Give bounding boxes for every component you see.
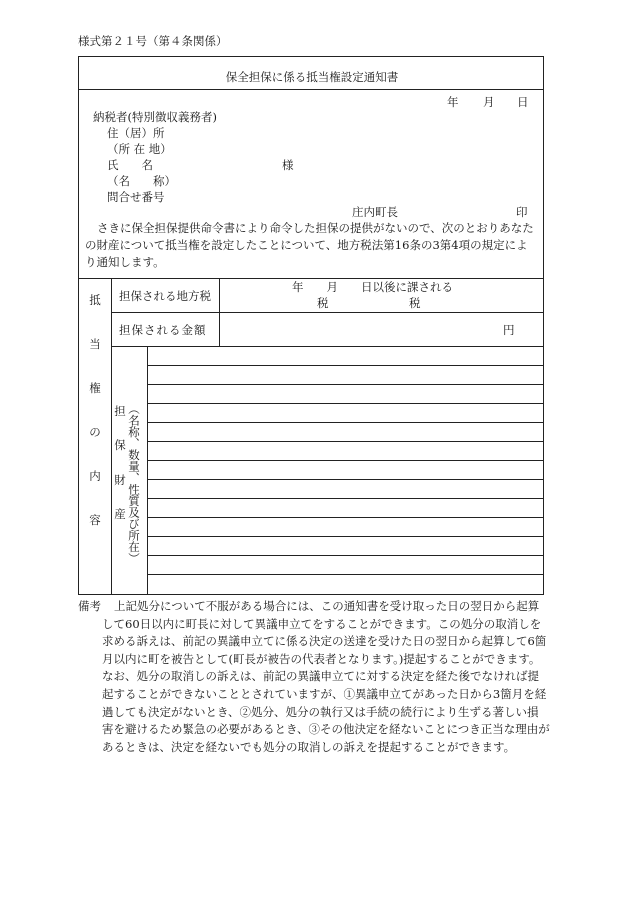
property-line	[147, 422, 543, 423]
property-label-char-3: 財	[114, 473, 126, 487]
taxpayer-label: 納税者(特別徴収義務者)	[93, 110, 217, 124]
document-title: 保全担保に係る抵当権設定通知書	[225, 70, 399, 84]
amount-unit: 円	[503, 323, 515, 337]
tax-label: 担保される地方税	[119, 289, 211, 303]
property-line	[147, 384, 543, 385]
property-sublabel: （名称、数量、性質及び所在）	[127, 403, 141, 564]
side-heading-divider	[111, 278, 112, 594]
property-label-char-2: 保	[114, 438, 126, 452]
side-heading-char-2: 当	[89, 337, 101, 351]
tax-type-text: 税 税	[317, 296, 421, 310]
date-month: 月	[483, 95, 495, 109]
property-line	[147, 574, 543, 575]
honorific: 様	[282, 158, 294, 172]
tax-period-text: 年 月 日以後に課される	[292, 280, 453, 294]
property-line	[147, 479, 543, 480]
side-heading-char-1: 抵	[89, 293, 101, 307]
form-number-label: 様式第２１号（第４条関係）	[78, 34, 228, 48]
location-label: （所 在 地）	[107, 142, 172, 156]
address-label: 住（居）所	[107, 126, 165, 140]
name-alt-label: （名 称）	[107, 174, 176, 188]
property-line	[147, 517, 543, 518]
property-label-char-1: 担	[114, 404, 126, 418]
notice-body-text: さきに保全担保提供命令書により命令した担保の提供がないので、次のとおりあなたの財産について抵当権を設定したことについて、地方税法第16条の3第4項の規定により通知します。	[85, 221, 534, 269]
property-label-char-4: 産	[114, 507, 126, 521]
seal-mark: 印	[516, 205, 528, 219]
row-divider-1	[111, 312, 543, 313]
property-line	[147, 536, 543, 537]
notice-form	[78, 56, 544, 595]
property-line	[147, 498, 543, 499]
contact-number-label: 問合せ番号	[107, 190, 165, 204]
side-heading-char-5: 内	[89, 469, 101, 483]
property-line	[147, 441, 543, 442]
side-heading-char-3: 権	[89, 381, 101, 395]
date-day: 日	[517, 95, 529, 109]
name-label: 氏 名	[107, 158, 153, 172]
date-year: 年	[447, 95, 459, 109]
property-line	[147, 460, 543, 461]
remarks-label: 備考	[78, 599, 101, 613]
row-divider-2	[111, 346, 543, 347]
amount-label: 担保される金額	[119, 323, 207, 337]
property-line	[147, 403, 543, 404]
side-heading-char-6: 容	[89, 513, 101, 527]
property-line	[147, 365, 543, 366]
remarks-text: 上記処分について不服がある場合には、この通知書を受け取った日の翌日から起算して60日以内に町長に対して異議申立てをすることができます。この処分の取消しを求める訴えは、前記の異議申立てに係る決定の送達を受けた日の翌日から起算して6箇月以内に町を被告として(町長が被告の代表者となります。)提起することができます。なお、処分の取消しの訴えは、前記の異議申立てに対する決定を経た後でなければ提起することができないこととされていますが、①異議申立てがあった日から3箇月を経過しても決定がないとき、②処分、処分の執行又は手続の続行により生ずる著しい損害を避けるため緊急の必要があるとき、③その他決定を経ないことにつき正当な理由があるときは、決定を経ないでも処分の取消しの訴えを提起することができます。	[102, 599, 550, 754]
title-divider	[79, 89, 543, 90]
property-line	[147, 555, 543, 556]
issuer-name: 庄内町長	[352, 205, 398, 219]
side-heading-char-4: の	[89, 425, 101, 439]
